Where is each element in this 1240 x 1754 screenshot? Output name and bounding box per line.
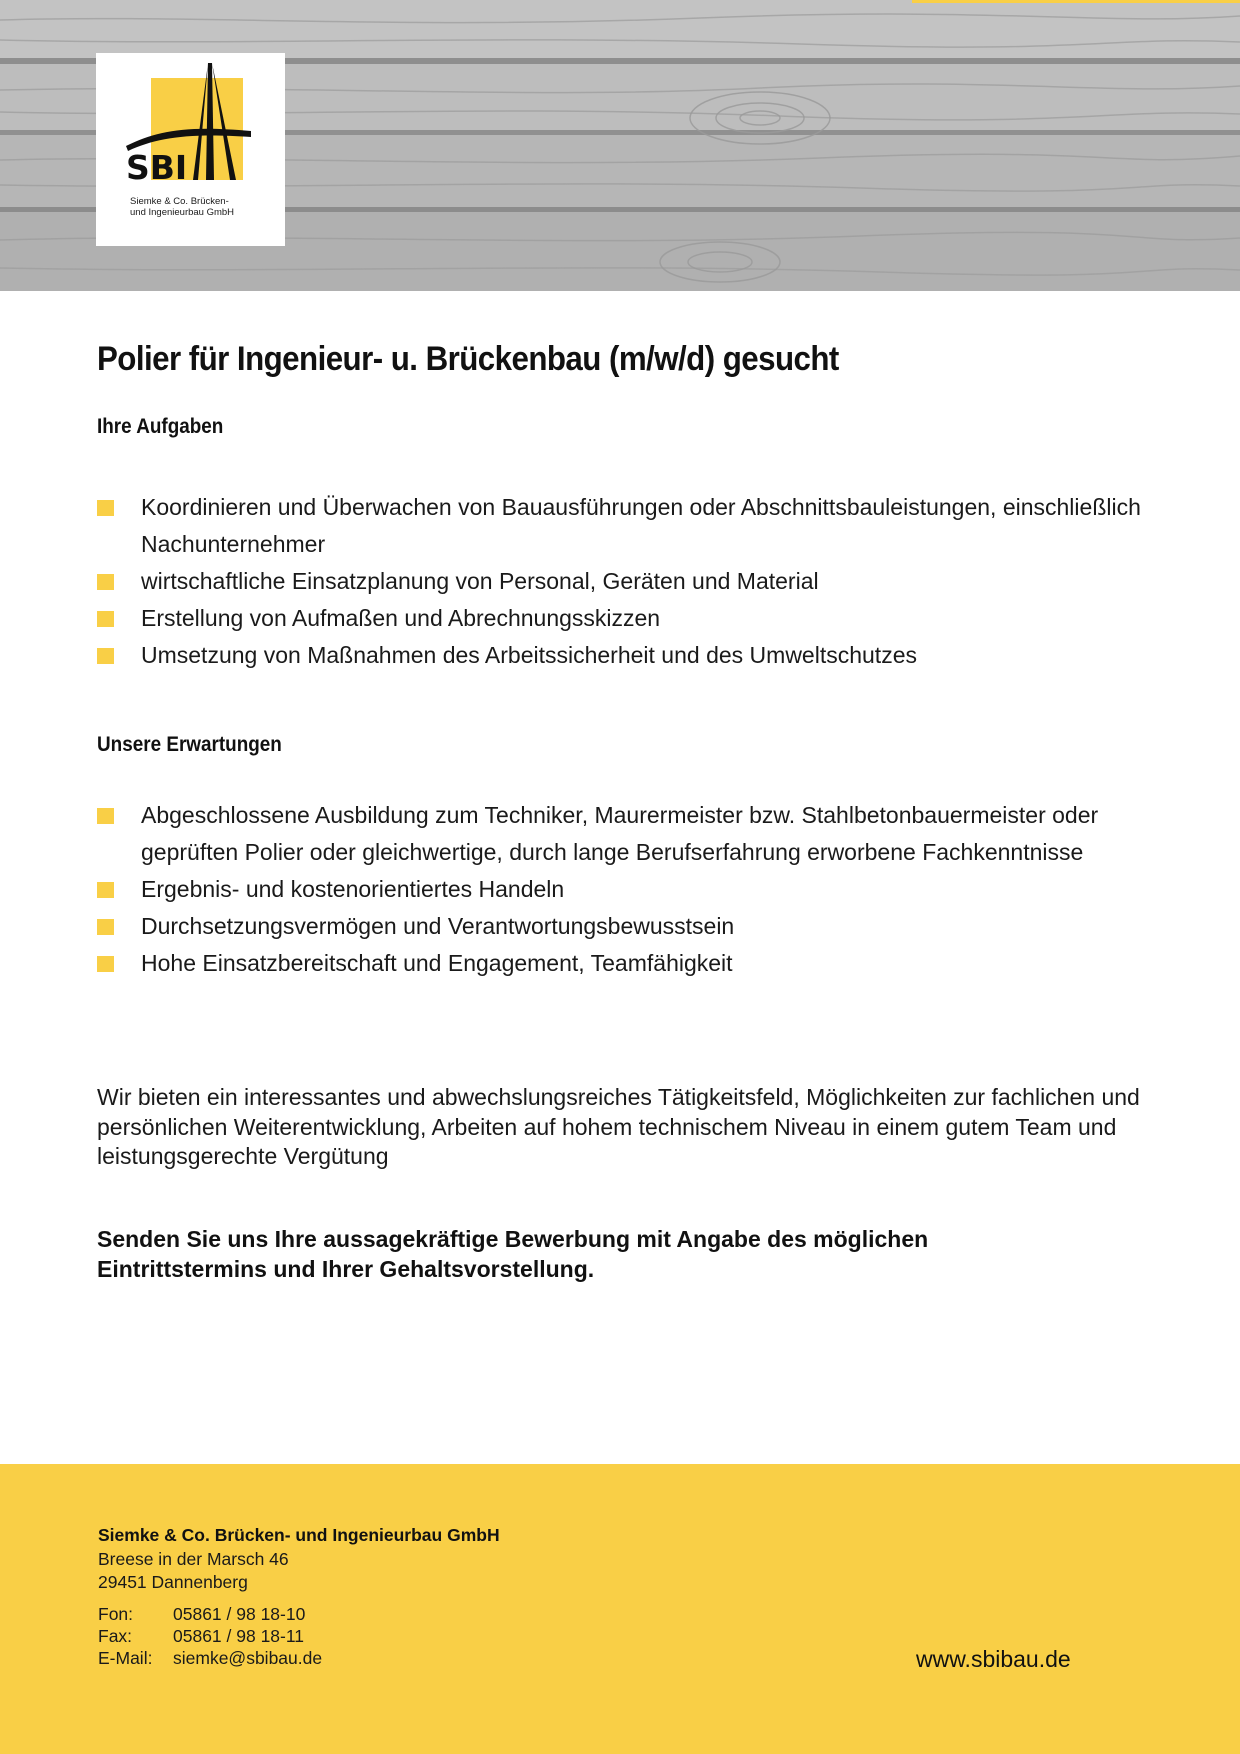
- phone-row: [98, 1604, 305, 1625]
- list-item: [97, 563, 1177, 600]
- header-banner: [0, 0, 1240, 291]
- task-text: Erstellung von Aufmaßen und Abrechnungsskizzen: [141, 605, 661, 631]
- offer-paragraph: Wir bieten ein interessantes und abwechslungsreiches Tätigkeitsfeld, Möglichkeiten zur fachlichen und persönlichen Weiterentwicklung, Arbeiten auf hohem technischem Niveau in einem gutem Team und leistungsgerechte Vergütung: [97, 1084, 1140, 1169]
- website-link[interactable]: www.sbibau.de: [916, 1646, 1071, 1672]
- phone-number: 05861 / 98 18-10: [173, 1604, 306, 1624]
- company-name: Siemke & Co. Brücken- und Ingenieurbau GmbH: [98, 1525, 500, 1545]
- list-item: [97, 489, 1177, 563]
- yellow-square-bullet-icon: [97, 574, 114, 590]
- page-title: Polier für Ingenieur- u. Brückenbau (m/w/d) gesucht: [97, 340, 839, 378]
- list-item: [97, 797, 1177, 871]
- logo-caption-line2: und Ingenieurbau GmbH: [130, 207, 235, 218]
- list-item: [97, 908, 1177, 945]
- logo-caption: [130, 196, 280, 218]
- expectation-text: Hohe Einsatzbereitschaft und Engagement, Teamfähigkeit: [141, 950, 733, 976]
- expectation-text: Abgeschlossene Ausbildung zum Techniker, Maurermeister bzw. Stahlbetonbauermeister oder geprüften Polier oder gleichwertige, durch lange Berufserfahrung erworbene Fachkenntnisse: [141, 802, 1099, 865]
- logo-letters: SBI: [126, 148, 188, 187]
- tasks-heading: Ihre Aufgaben: [97, 415, 224, 438]
- yellow-square-bullet-icon: [97, 882, 114, 898]
- email-row: [98, 1648, 322, 1669]
- street-address: Breese in der Marsch 46: [98, 1549, 289, 1569]
- fax-number: 05861 / 98 18-11: [173, 1626, 305, 1646]
- list-item: [97, 600, 1177, 637]
- task-text: wirtschaftliche Einsatzplanung von Personal, Geräten und Material: [141, 568, 819, 594]
- list-item: [97, 945, 1177, 982]
- email-link[interactable]: siemke@sbibau.de: [173, 1648, 323, 1668]
- yellow-square-bullet-icon: [97, 919, 114, 935]
- expectations-list: [97, 797, 1177, 982]
- fax-row: [98, 1626, 304, 1647]
- fax-label: Fax:: [98, 1626, 133, 1646]
- logo-caption-line1: Siemke & Co. Brücken-: [130, 196, 229, 207]
- expectations-heading: Unsere Erwartungen: [97, 733, 282, 756]
- list-item: [97, 871, 1177, 908]
- yellow-square-bullet-icon: [97, 500, 114, 516]
- company-logo: [96, 53, 285, 246]
- list-item: [97, 637, 1177, 674]
- yellow-square-bullet-icon: [97, 611, 114, 627]
- city-address: 29451 Dannenberg: [98, 1572, 248, 1592]
- task-text: Koordinieren und Überwachen von Bauausführungen oder Abschnittsbauleistungen, einschließlich Nachunternehmer: [141, 494, 1141, 557]
- expectation-text: Durchsetzungsvermögen und Verantwortungsbewusstsein: [141, 913, 735, 939]
- task-text: Umsetzung von Maßnahmen des Arbeitssicherheit und des Umweltschutzes: [141, 642, 917, 668]
- yellow-square-bullet-icon: [97, 808, 114, 824]
- application-call-to-action: Senden Sie uns Ihre aussagekräftige Bewerbung mit Angabe des möglichen Eintrittstermins und Ihrer Gehaltsvorstellung.: [97, 1226, 929, 1282]
- email-label: E-Mail:: [98, 1648, 153, 1668]
- expectation-text: Ergebnis- und kostenorientiertes Handeln: [141, 876, 565, 902]
- yellow-square-bullet-icon: [97, 956, 114, 972]
- phone-label: Fon:: [98, 1604, 134, 1624]
- tasks-list: [97, 489, 1177, 674]
- yellow-square-bullet-icon: [97, 648, 114, 664]
- footer-contact: [0, 1464, 1240, 1754]
